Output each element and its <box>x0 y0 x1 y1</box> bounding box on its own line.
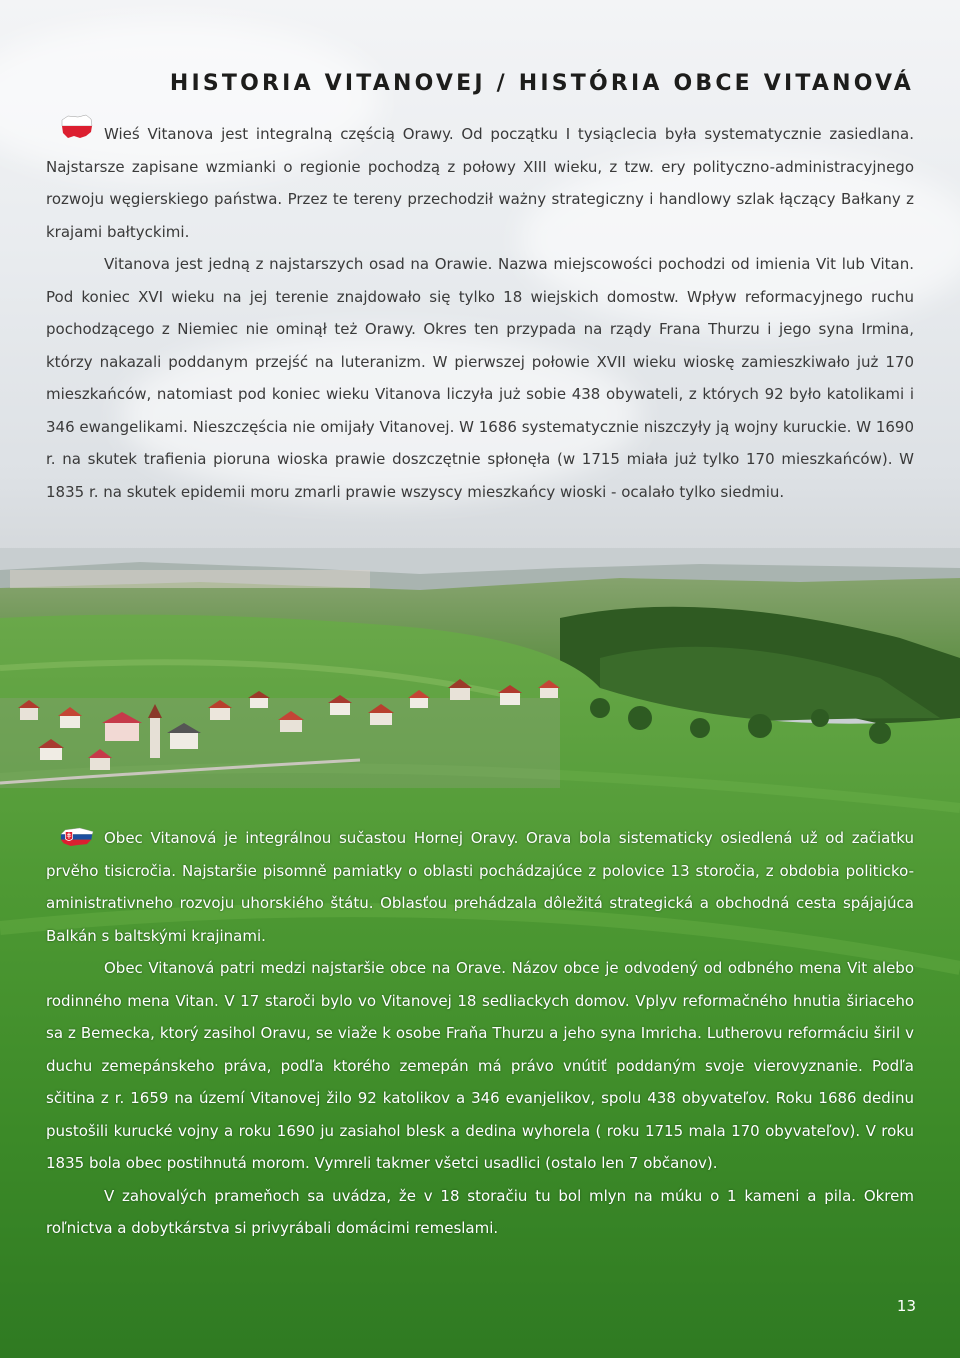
polish-paragraph-1: Wieś Vitanova jest integralną częścią Orawy. Od początku I tysiąclecia była systematycznie zasiedlana. Najstarsze zapisane wzmianki o regionie pochodzą z połowy XIII wieku, z tzw. ery polityczno-administracyjnego rozwoju węgierskiego państwa. Przez te tereny przechodził ważny strategiczny i handlowy szlak łączący Bałkany z krajami bałtyckimi. <box>46 125 914 241</box>
slovak-paragraph-1: Obec Vitanová je integrálnou sučastou Hornej Oravy. Orava bola sistematicky osiedlená už od začiatku prvěho tisicročia. Najstaršie pisomně pamiatky o oblasti pochádzajúce z polovice 13 storočia, z obdobia politicko-aministrativneho rozvoju uhorskiého štátu. Oblasťou prehádzala dôležitá strategická a obchodná cesta spájajúca Balkán s baltskými krajinami. <box>46 829 914 945</box>
page-title: HISTORIA VITANOVEJ / HISTÓRIA OBCE VITANOVÁ <box>169 70 914 96</box>
slovak-paragraph-2: Obec Vitanová patri medzi najstaršie obce na Orave. Názov obce je odvodený od odbného mena Vit alebo rodinného mena Vitan. V 17 staroči bylo vo Vitanovej 18 sedliackych domov. Vplyv reformačného hnutia širiaceho sa z Bemecka, ktorý zasihol Oravu, se viaže k osobe Fraňa Thurzu a jeho syna Imricha. Lutherovu reformáciu širil v duchu zemepánskeho práva, podľa ktorého zemepán má právo vnútiť poddaným svoje vierovyznanie. Podľa sčitina z r. 1659 na území Vitanovej žilo 92 katolikov a 346 evanjelikov, spolu 438 obyvateľov. Roku 1686 dedinu pustošili kurucké vojny a roku 1690 ju zasiahol blesk a dedina wyhorela ( roku 1715 mala 170 obyvateľov). V roku 1835 bola obec postihnutá morom. Vymreli takmer všetci usadlici (ostalo len 7 občanov). <box>46 959 914 1172</box>
polish-text-section <box>46 118 914 508</box>
slovak-paragraph-3: V zahovalých prameňoch sa uvádza, že v 18 storačiu tu bol mlyn na múku o 1 kameni a pila. Okrem roľnictva a dobytkárstva si privyrábali domácimi remeslami. <box>46 1186 914 1237</box>
polish-paragraph-2: Vitanova jest jedną z najstarszych osad na Orawie. Nazwa miejscowości pochodzi od imienia Vit lub Vitan. Pod koniec XVI wieku na jej terenie znajdowało się tylko 18 wiejskich domostw. Wpływ reformacyjnego ruchu pochodzącego z Niemiec nie ominął też Orawy. Okres ten przypada na rządy Frana Thurzu i jego syna Irmina, którzy nakazali poddanym przejść na luteranizm. W pierwszej połowie XVII wieku wioskę zamieszkiwało już 170 mieszkańców, natomiast pod koniec wieku Vitanova liczyła już sobie 438 obywateli, z których 92 było katolikami i 346 ewangelikami. Nieszczęścia nie omijały Vitanovej. W 1686 systematycznie niszczyły ją wojny kuruckie. W 1690 r. na skutek trafienia pioruna wioska prawie doszczętnie spłonęła (w 1715 miała już tylko 170 mieszkańców). W 1835 r. na skutek epidemii moru zmarli prawie wszyscy mieszkańcy wioski - ocalało tylko siedmiu. <box>46 255 914 501</box>
page-number: 13 <box>896 1297 916 1315</box>
slovak-text-section <box>46 822 914 1245</box>
